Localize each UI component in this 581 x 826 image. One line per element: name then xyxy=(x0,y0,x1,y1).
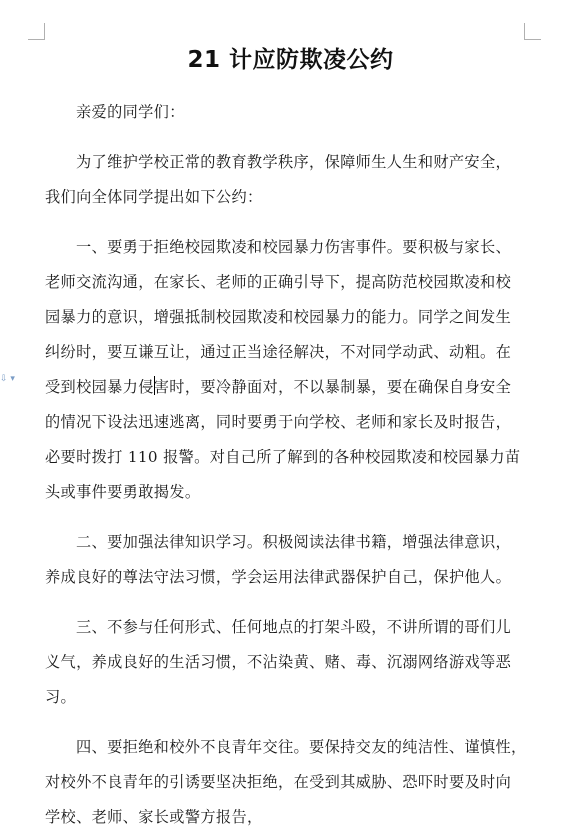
article1-line-6: 的情况下设法迅速逃离，同时要勇于向学校、老师和家长及时报告， xyxy=(45,413,512,431)
top-right-margin-mark xyxy=(524,23,541,40)
article1-line-1: 一、要勇于拒绝校园欺凌和校园暴力伤害事件。要积极与家长、 xyxy=(76,238,512,256)
intro-line-2: 我们向全体同学提出如下公约： xyxy=(45,188,263,206)
article1-line-7: 必要时拨打 110 报警。对自己所了解到的各种校园欺凌和校园暴力苗 xyxy=(45,448,521,466)
greeting: 亲爱的同学们： xyxy=(76,103,185,121)
article1-line-5[interactable] xyxy=(45,375,511,399)
article1-line-8: 头或事件要勇敢揭发。 xyxy=(45,483,201,501)
document-title: 21 计应防欺凌公约 xyxy=(187,47,394,73)
article4-line-1: 四、要拒绝和校外不良青年交往。要保持交友的纯洁性、谨慎性， xyxy=(76,738,527,756)
article1-line-2: 老师交流沟通，在家长、老师的正确引导下，提高防范校园欺凌和校 xyxy=(45,273,512,291)
article3-line-3: 习。 xyxy=(45,688,77,706)
article1-line-3: 园暴力的意识，增强抵制校园欺凌和校园暴力的能力。同学之间发生 xyxy=(45,308,512,326)
article4-line-2: 对校外不良青年的引诱要坚决拒绝，在受到其威胁、恐吓时要及时向 xyxy=(45,773,512,791)
article4-line-3: 学校、老师、家长或警方报告， xyxy=(45,808,263,826)
intro-line-1: 为了维护学校正常的教育教学秩序，保障师生人生和财产安全， xyxy=(76,153,512,171)
article3-line-2: 义气，养成良好的生活习惯，不沾染黄、赌、毒、沉溺网络游戏等恶 xyxy=(45,653,512,671)
paragraph-handle-icon[interactable]: ⇩ ▾ xyxy=(0,374,15,384)
article1-line-5-before-cursor: 受到校园暴力侵 xyxy=(45,378,154,396)
article1-line-4: 纠纷时，要互谦互让，通过正当途径解决，不对同学动武、动粗。在 xyxy=(45,343,512,361)
article1-line-5-after-cursor: 害时，要冷静面对，不以暴制暴，要在确保自身安全 xyxy=(153,378,512,396)
top-left-margin-mark xyxy=(28,23,45,40)
article2-line-2: 养成良好的尊法守法习惯，学会运用法律武器保护自己，保护他人。 xyxy=(45,568,512,586)
article2-line-1: 二、要加强法律知识学习。积极阅读法律书籍，增强法律意识， xyxy=(76,533,512,551)
article3-line-1: 三、不参与任何形式、任何地点的打架斗殴，不讲所谓的哥们儿 xyxy=(76,618,512,636)
